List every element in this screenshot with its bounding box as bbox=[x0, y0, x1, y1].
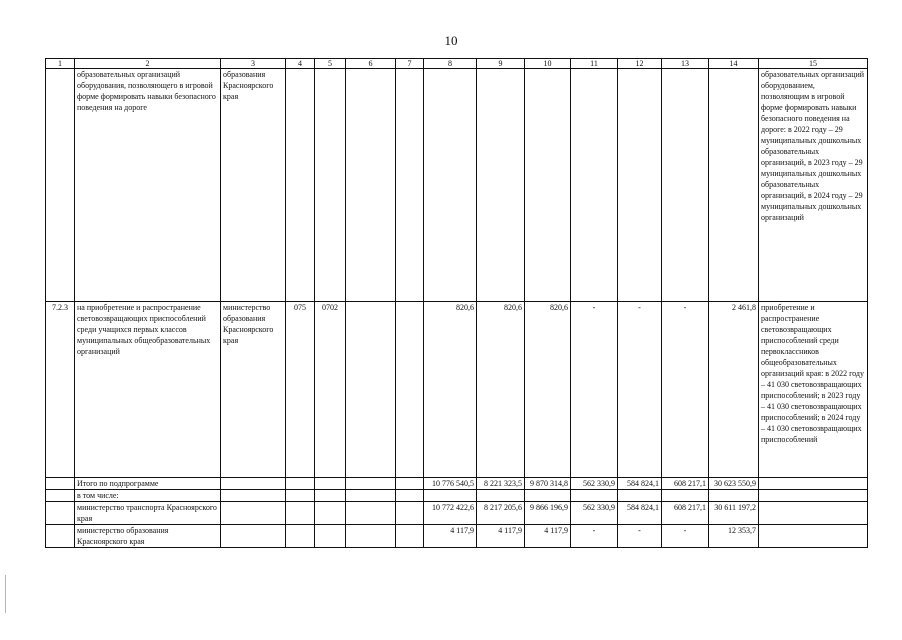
column-header: 6 bbox=[346, 59, 396, 69]
target-code bbox=[346, 478, 396, 490]
target-code bbox=[346, 69, 396, 302]
row-number bbox=[46, 478, 75, 490]
section-code bbox=[315, 490, 346, 502]
amount-2022 bbox=[424, 490, 477, 502]
amount-col-13 bbox=[662, 490, 709, 502]
grbs-code bbox=[286, 490, 315, 502]
row-number bbox=[46, 69, 75, 302]
column-header: 12 bbox=[618, 59, 662, 69]
row-number: 7.2.3 bbox=[46, 302, 75, 478]
expected-result bbox=[759, 478, 868, 490]
responsible-body: образования Красноярского края bbox=[221, 69, 286, 302]
expected-result: образовательных организаций оборудованием, позволяющим в игровой форме формировать навыки безопасного поведения на дороге: в 2022 году – 29 муниципальных дошкольных образовательных организаций, в 2023 году – 29 муниципальных дошкольных образовательных организаций, в 2024 году – 29 муниципальных дошкольных организаций bbox=[759, 69, 868, 302]
section-code bbox=[315, 502, 346, 525]
column-header: 15 bbox=[759, 59, 868, 69]
amount-col-13: 608 217,1 bbox=[662, 502, 709, 525]
column-header: 10 bbox=[525, 59, 571, 69]
responsible-body bbox=[221, 502, 286, 525]
amount-2023: 820,6 bbox=[477, 302, 525, 478]
column-number-row bbox=[46, 59, 868, 69]
table-row-education-ministry bbox=[46, 525, 868, 548]
amount-2024 bbox=[525, 69, 571, 302]
target-code bbox=[346, 525, 396, 548]
row-number bbox=[46, 525, 75, 548]
column-header: 14 bbox=[709, 59, 759, 69]
event-name: в том числе: bbox=[75, 490, 221, 502]
responsible-body bbox=[221, 478, 286, 490]
amount-2024: 820,6 bbox=[525, 302, 571, 478]
expected-result: приобретение и распространение световозвращающих приспособлений среди первоклассников общеобразовательных организаций края: в 2022 году – 41 030 световозвращающих приспособлений; в 2023 году – 41 030 световозвращающих приспособлений; в 2024 году – 41 030 световозвращающих приспособлений bbox=[759, 302, 868, 478]
expense-type bbox=[396, 525, 424, 548]
event-name: Итого по подпрограмме bbox=[75, 478, 221, 490]
event-name: образовательных организаций оборудования, позволяющего в игровой форме формировать навыки безопасного поведения на дороге bbox=[75, 69, 221, 302]
page-number: 10 bbox=[444, 33, 458, 48]
row-number bbox=[46, 490, 75, 502]
amount-col-13: - bbox=[662, 302, 709, 478]
expense-type bbox=[396, 502, 424, 525]
column-header: 3 bbox=[221, 59, 286, 69]
section-code bbox=[315, 525, 346, 548]
amount-col-11 bbox=[571, 69, 618, 302]
expense-type bbox=[396, 490, 424, 502]
amount-2022: 10 772 422,6 bbox=[424, 502, 477, 525]
grbs-code bbox=[286, 525, 315, 548]
table-row-continuation bbox=[46, 69, 868, 302]
amount-total: 2 461,8 bbox=[709, 302, 759, 478]
grbs-code bbox=[286, 478, 315, 490]
target-code bbox=[346, 490, 396, 502]
event-name: министерство образования Красноярского края bbox=[75, 525, 221, 548]
amount-col-12: - bbox=[618, 302, 662, 478]
amount-2022: 4 117,9 bbox=[424, 525, 477, 548]
column-header: 13 bbox=[662, 59, 709, 69]
section-code: 0702 bbox=[315, 302, 346, 478]
amount-col-12 bbox=[618, 490, 662, 502]
column-header: 2 bbox=[75, 59, 221, 69]
column-header: 11 bbox=[571, 59, 618, 69]
amount-2024: 4 117,9 bbox=[525, 525, 571, 548]
column-header: 5 bbox=[315, 59, 346, 69]
column-header: 4 bbox=[286, 59, 315, 69]
scan-edge-mark bbox=[5, 575, 6, 613]
amount-2023: 8 221 323,5 bbox=[477, 478, 525, 490]
row-number bbox=[46, 502, 75, 525]
amount-total: 12 353,7 bbox=[709, 525, 759, 548]
amount-2023 bbox=[477, 69, 525, 302]
expense-type bbox=[396, 69, 424, 302]
expense-type bbox=[396, 302, 424, 478]
column-header: 8 bbox=[424, 59, 477, 69]
amount-col-12: 584 824,1 bbox=[618, 502, 662, 525]
amount-2022 bbox=[424, 69, 477, 302]
amount-col-13: 608 217,1 bbox=[662, 478, 709, 490]
amount-2023: 8 217 205,6 bbox=[477, 502, 525, 525]
expected-result bbox=[759, 490, 868, 502]
column-header: 9 bbox=[477, 59, 525, 69]
amount-col-11: - bbox=[571, 525, 618, 548]
amount-total: 30 623 550,9 bbox=[709, 478, 759, 490]
amount-total bbox=[709, 69, 759, 302]
amount-total bbox=[709, 490, 759, 502]
amount-2023: 4 117,9 bbox=[477, 525, 525, 548]
table-row-transport-ministry bbox=[46, 502, 868, 525]
amount-2024 bbox=[525, 490, 571, 502]
amount-2023 bbox=[477, 490, 525, 502]
amount-col-11: 562 330,9 bbox=[571, 478, 618, 490]
table-row-including bbox=[46, 490, 868, 502]
amount-col-11: - bbox=[571, 302, 618, 478]
expense-type bbox=[396, 478, 424, 490]
target-code bbox=[346, 502, 396, 525]
program-table bbox=[45, 58, 868, 548]
column-header: 1 bbox=[46, 59, 75, 69]
responsible-body: министерство образования Красноярского края bbox=[221, 302, 286, 478]
amount-2022: 820,6 bbox=[424, 302, 477, 478]
table-row-7-2-3 bbox=[46, 302, 868, 478]
grbs-code bbox=[286, 502, 315, 525]
section-code bbox=[315, 69, 346, 302]
expected-result bbox=[759, 502, 868, 525]
event-name: на приобретение и распространение световозвращающих приспособлений среди учащихся первых классов муниципальных общеобразовательных организаций bbox=[75, 302, 221, 478]
grbs-code: 075 bbox=[286, 302, 315, 478]
amount-col-12: 584 824,1 bbox=[618, 478, 662, 490]
amount-2024: 9 866 196,9 bbox=[525, 502, 571, 525]
amount-total: 30 611 197,2 bbox=[709, 502, 759, 525]
amount-col-12: - bbox=[618, 525, 662, 548]
grbs-code bbox=[286, 69, 315, 302]
amount-col-13 bbox=[662, 69, 709, 302]
column-header: 7 bbox=[396, 59, 424, 69]
table-row-subtotal bbox=[46, 478, 868, 490]
target-code bbox=[346, 302, 396, 478]
amount-col-11 bbox=[571, 490, 618, 502]
amount-col-13: - bbox=[662, 525, 709, 548]
expected-result bbox=[759, 525, 868, 548]
section-code bbox=[315, 478, 346, 490]
responsible-body bbox=[221, 525, 286, 548]
amount-2024: 9 870 314,8 bbox=[525, 478, 571, 490]
amount-2022: 10 776 540,5 bbox=[424, 478, 477, 490]
responsible-body bbox=[221, 490, 286, 502]
event-name: министерство транспорта Красноярского края bbox=[75, 502, 221, 525]
amount-col-11: 562 330,9 bbox=[571, 502, 618, 525]
amount-col-12 bbox=[618, 69, 662, 302]
